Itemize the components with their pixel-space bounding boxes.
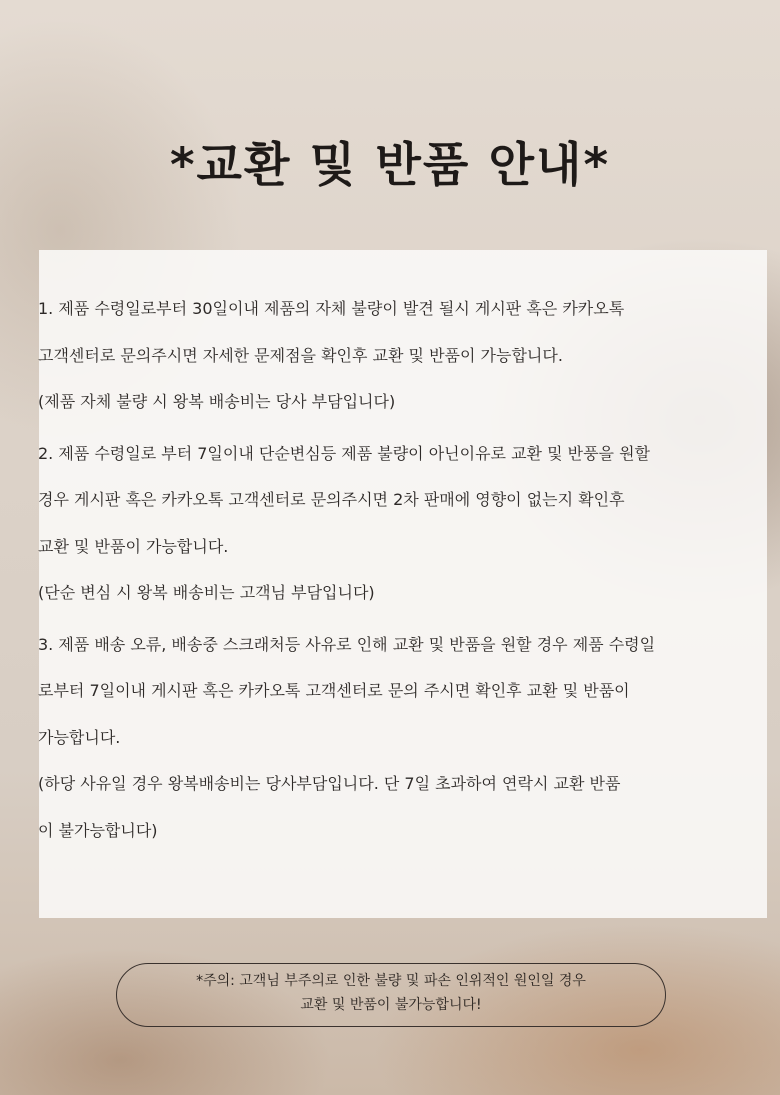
policy-line: 경우 게시판 혹은 카카오톡 고객센터로 문의주시면 2차 판매에 영향이 없는지 확인후 bbox=[38, 490, 625, 509]
page-title: *교환 및 반품 안내* bbox=[169, 138, 611, 193]
policy-line: (단순 변심 시 왕복 배송비는 고객님 부담입니다) bbox=[38, 583, 375, 602]
policy-line: 고객센터로 문의주시면 자세한 문제점을 확인후 교환 및 반품이 가능합니다. bbox=[38, 345, 563, 365]
policy-line: 2. 제품 수령일로 부터 7일이내 단순변심등 제품 불량이 아닌이유로 교환 및 반풍을 원할 bbox=[38, 443, 650, 463]
policy-content bbox=[38, 298, 738, 866]
policy-line: 3. 제품 배송 오류, 배송중 스크래처등 사유로 인해 교환 및 반품을 원할 경우 제품 수령일 bbox=[38, 634, 656, 654]
caution-line: 교환 및 반품이 불가능합니다! bbox=[300, 997, 482, 1013]
policy-line: (하당 사유일 경우 왕복배송비는 당사부담입니다. 단 7일 초과하여 연락시 교환 반품 bbox=[38, 774, 621, 793]
caution-notice bbox=[116, 963, 666, 1027]
policy-section-2 bbox=[38, 443, 738, 629]
policy-line: 교환 및 반품이 가능합니다. bbox=[38, 536, 229, 556]
policy-section-3 bbox=[38, 634, 738, 867]
policy-line: 이 불가능합니다) bbox=[38, 820, 158, 840]
policy-line: 1. 제품 수령일로부터 30일이내 제품의 자체 불량이 발견 될시 게시판 혹은 카카오톡 bbox=[38, 299, 625, 318]
caution-line: *주의: 고객님 부주의로 인한 불량 및 파손 인위적인 원인일 경우 bbox=[196, 973, 586, 989]
policy-line: 가능합니다. bbox=[38, 727, 121, 747]
policy-line: (제품 자체 불량 시 왕복 배송비는 당사 부담입니다) bbox=[38, 392, 396, 411]
policy-line: 로부터 7일이내 게시판 혹은 카카오톡 고객센터로 문의 주시면 확인후 교환 및 반품이 bbox=[38, 681, 630, 700]
policy-section-1 bbox=[38, 298, 738, 438]
